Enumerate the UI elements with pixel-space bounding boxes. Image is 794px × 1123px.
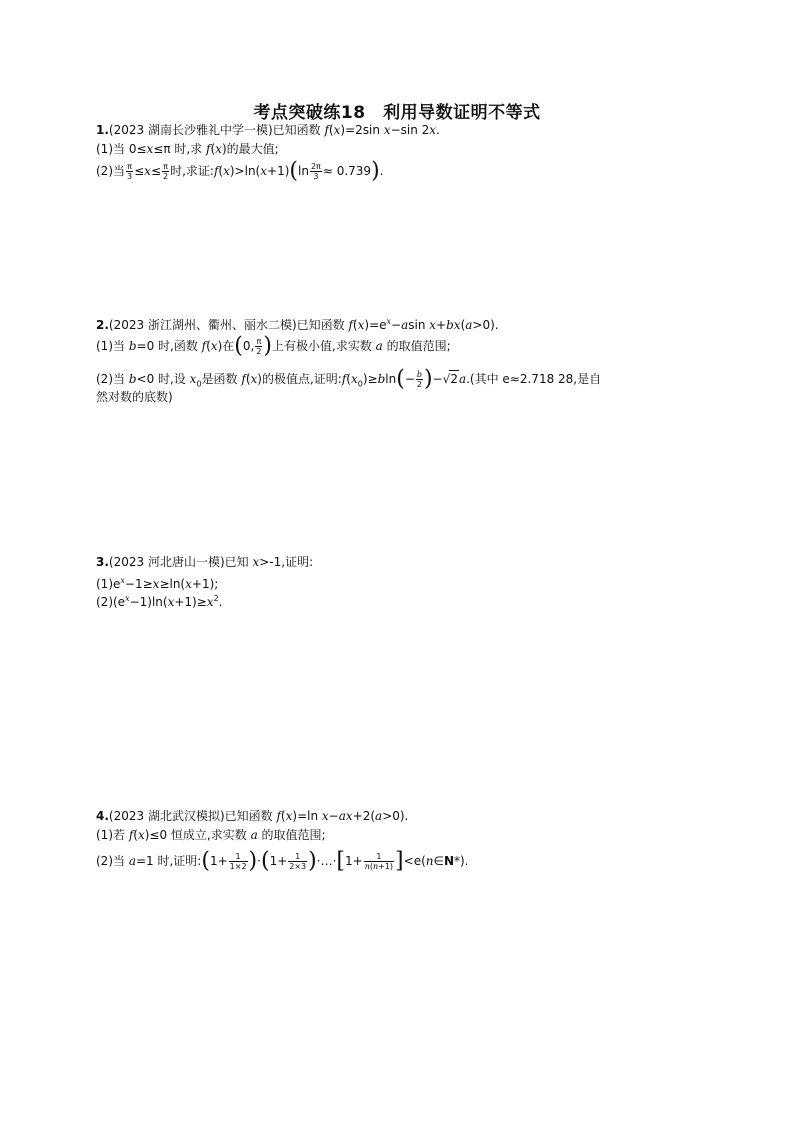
problem-1-part-2: (2)当 $\frac{\pi}{3}$ ≤x≤ $\frac{\pi}{2}$ 时,求证:f(x)>ln(x+1)(ln $\frac{2\pi}{3}$ ≈ 0.739).: [96, 158, 384, 184]
problem-4-part-1: (1)若 f(x)≤0 恒成立,求实数 a 的取值范围;: [96, 828, 326, 842]
problem-3-part-2: $(2)(e^x-1)\ln(x+1)\ge x^2$.: [96, 594, 223, 609]
problem-3-part-1: $(1)e^x-1\ge x\ge\ln(x+1)$;: [96, 576, 219, 591]
problem-3-stem: 3.(2023 河北唐山一模)已知 x>-1,证明:: [96, 555, 314, 569]
problem-2-part-2: (2)当 b<0 时,设 $x_0$是函数 f(x)的极值点,证明$:f(x_0)\ge bln(-$ $\frac{b}{2}$ )−√2a.(其中 e≈2.718 28,是自: [96, 366, 602, 392]
problem-1-stem: 1.(2023 湖南长沙雅礼中学一模)已知函数 f(x)=2sin x−sin 2x.: [96, 123, 440, 137]
problem-4-stem: 4.(2023 湖北武汉模拟)已知函数 f(x)=ln x−ax+2(a>0).: [96, 809, 409, 823]
problem-2-part-2-cont: 然对数的底数): [96, 390, 173, 404]
problem-4-part-2: (2)当 a=1 时,证明:(1+ $\frac{1}{1\times 2}$ )·(1+ $\frac{1}{2\times 3}$ )·…·[1+ $\frac{1}{n(n+1)}$ ]<e(n∈N*).: [96, 848, 469, 874]
problem-2-stem: 2.(2023 浙江湖州、衢州、丽水二模)已知函数 $f(x)=e^x-asin$ x+bx(a>0).: [96, 317, 499, 332]
page-title: 考点突破练18 利用导数证明不等式: [253, 103, 541, 123]
problem-1-part-1: (1)当 0≤x≤π 时,求 f(x)的最大值;: [96, 142, 279, 156]
problem-2-part-1: (1)当 b=0 时,函数 f(x)在(0, $\frac{\pi}{2}$ )上有极小值,求实数 a 的取值范围;: [96, 333, 451, 359]
